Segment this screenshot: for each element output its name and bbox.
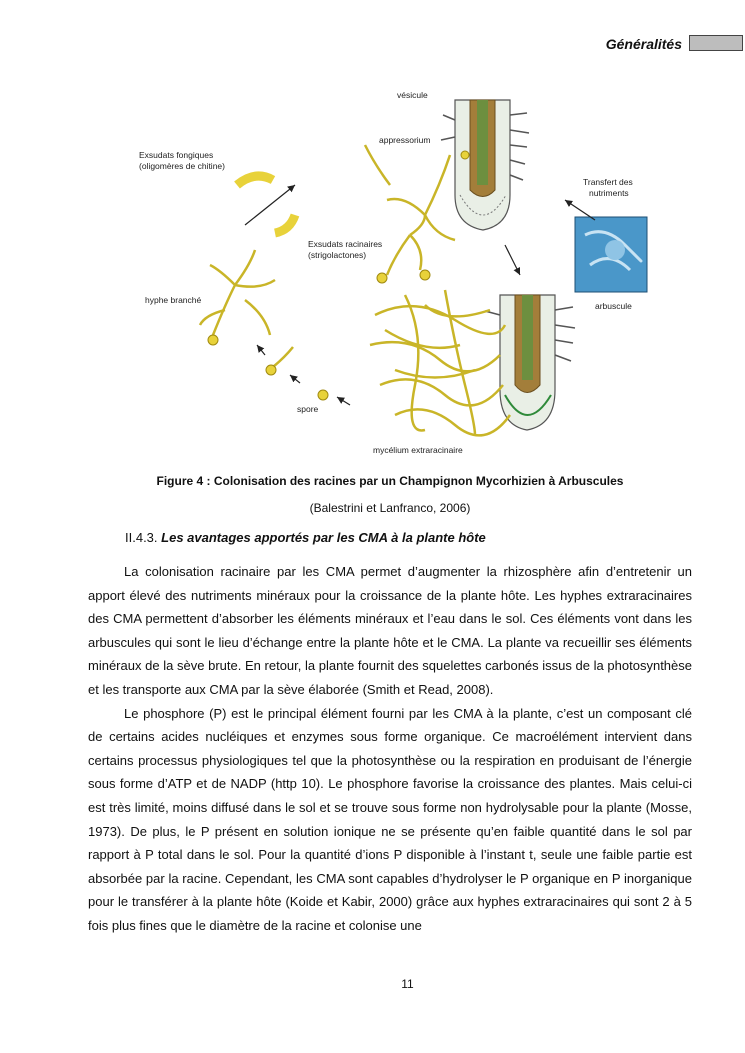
root-top xyxy=(441,100,529,230)
arbuscule-inset xyxy=(575,217,647,292)
body-text xyxy=(88,560,692,938)
section-title: Les avantages apportés par les CMA à la plante hôte xyxy=(161,530,486,545)
page-number: 11 xyxy=(401,977,414,991)
figure-cma-colonisation xyxy=(125,85,653,460)
header-title: Généralités xyxy=(605,36,682,52)
label-exsudats-racinaires-sub: (strigolactones) xyxy=(308,250,367,260)
section-number: II.4.3. xyxy=(125,530,158,545)
label-transfert-sub: nutriments xyxy=(589,188,629,198)
section-heading xyxy=(125,530,486,545)
germinating-spores xyxy=(266,347,328,400)
label-transfert: Transfert des xyxy=(583,177,633,187)
label-mycelium: mycélium extraracinaire xyxy=(373,445,463,455)
header-decoration-box xyxy=(689,35,743,51)
label-hyphe-branche: hyphe branché xyxy=(145,295,202,305)
label-vesicule: vésicule xyxy=(397,90,428,100)
label-arbuscule: arbuscule xyxy=(595,301,632,311)
figure-drawing xyxy=(125,85,653,460)
label-appressorium: appressorium xyxy=(379,135,431,145)
root-bottom xyxy=(485,295,575,430)
figure-source: (Balestrini et Lanfranco, 2006) xyxy=(309,501,471,515)
paragraph: La colonisation racinaire par les CMA permet d’augmenter la rhizosphère afin d’entretenir un apport élevé des nutriments minéraux pour la croissance de la plante hôte. Les hyphes extraracinaires des CMA permettent d’absorber les éléments minéraux et l’eau dans le sol. Ces éléments vont dans les arbuscules qui sont le lieu d’échange entre la plante hôte et le CMA. La plante va recueillir ses éléments minéraux de la sève brute. En retour, la plante fournit des squelettes carbonés issus de la photosynthèse et les transporte aux CMA par la sève élaborée (Smith et Read, 2008). xyxy=(88,564,692,697)
label-exsudats-racinaires: Exsudats racinaires xyxy=(308,239,383,249)
hyphae-appressorium xyxy=(365,145,455,275)
label-exsudats-fongiques-sub: (oligomères de chitine) xyxy=(139,161,225,171)
paragraph: Le phosphore (P) est le principal élément fourni par les CMA à la plante, c’est un composant clé de certains acides nucléiques et enzymes sous forme organique. Ce macroélément intervient dans certains processus physiologiques tel que la photosynthèse ou la respiration en produisant de l’énergie sous forme d’ATP et de NADP (http 10). Le phosphore favorise la croissance des plantes. Mais celui-ci est très limité, moins diffusé dans le sol et se trouve sous forme non hydrolysable pour la plante (Mosse, 1973). De plus, le P présent en solution ionique ne se présente qu’en faible quantité dans le sol par rapport à P total dans le sol. Pour la quantité d’ions P disponible à l’instant t, seule une faible partie est absorbée par la racine. Cependant, les CMA sont capables d’hydrolyser le P organique en P inorganique pour le transférer à la plante hôte (Koide et Kabir, 2000) grâce aux hyphes extraracinaires qui sont 2 à 5 fois plus fines que le diamètre de la racine et colonise une xyxy=(88,705,692,933)
figure-caption: Figure 4 : Colonisation des racines par un Champignon Mycorhizien à Arbuscules xyxy=(156,474,624,488)
label-spore: spore xyxy=(297,404,319,414)
branched-hyphae xyxy=(200,250,275,335)
label-exsudats-fongiques: Exsudats fongiques xyxy=(139,150,214,160)
